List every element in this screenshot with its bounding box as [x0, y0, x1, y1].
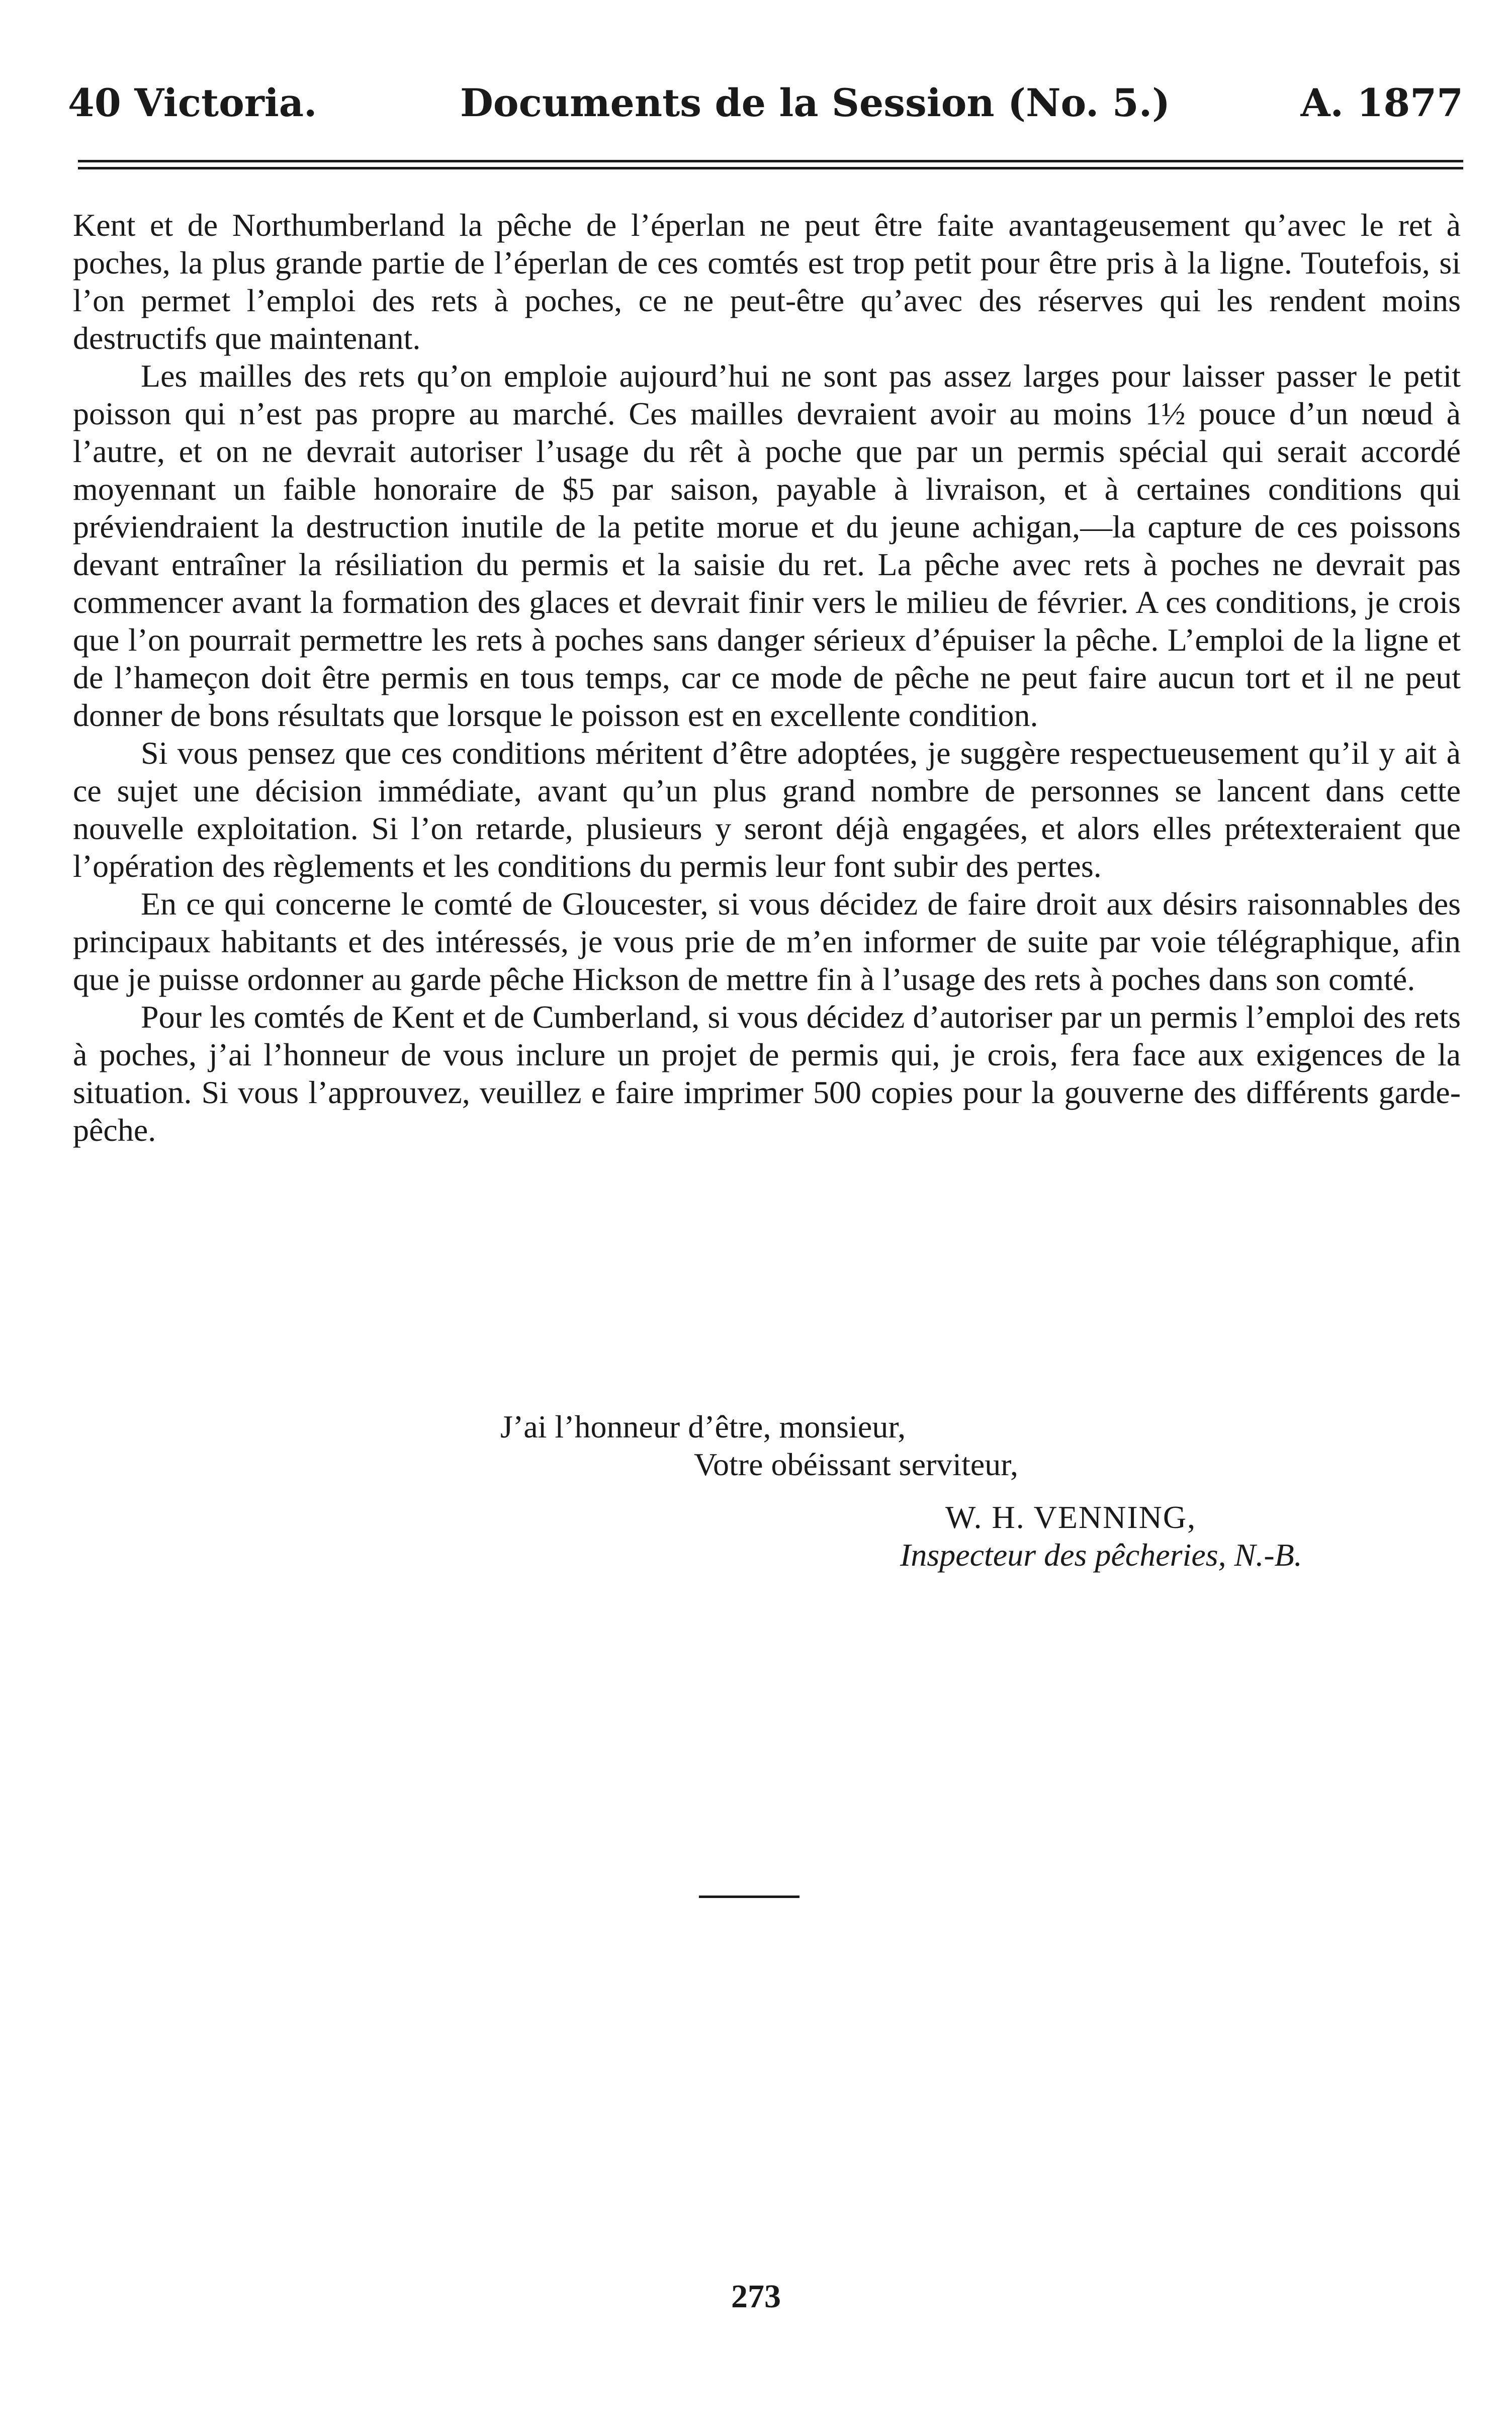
running-header	[68, 75, 1463, 131]
closing-salutation: J’ai l’honneur d’être, monsieur,	[500, 1409, 906, 1445]
paragraph-kent-cumberland: Pour les comtés de Kent et de Cumberland, si vous décidez d’autoriser par un permis l’emploi des rets à poches, j’ai l’honneur de vous inclure un projet de permis qui, je crois, fera face aux exigences de la situation. Si vous l’approuvez, veuillez e faire imprimer 500 copies pour la gouverne des différents garde-pêche.	[73, 999, 1461, 1148]
letter-body	[73, 206, 1461, 1149]
header-year: A. 1877	[1300, 80, 1463, 125]
paragraph-continuation: Kent et de Northumberland la pêche de l’éperlan ne peut être faite avantageusement qu’avec le ret à poches, la plus grande partie de l’éperlan de ces comtés est trop petit pour être pris à la ligne. Toutefois, si l’on permet l’emploi des rets à poches, ce ne peut-être qu’avec des réserves qui les rendent moins destructifs que maintenant.	[73, 207, 1461, 356]
paragraph-conditions: Si vous pensez que ces conditions méritent d’être adoptées, je suggère respectueusement qu’il y ait à ce sujet une décision immédiate, avant qu’un plus grand nombre de personnes se lancent dans cette nouvelle exploitation. Si l’on retarde, plusieurs y seront déjà engagées, et alors elles prétexteraient que l’opération des règlements et les conditions du permis leur font subir des pertes.	[73, 735, 1461, 884]
signature-name: W. H. VENNING,	[945, 1499, 1197, 1535]
header-volume: 40 Victoria.	[68, 80, 317, 125]
signature-title: Inspecteur des pêcheries, N.-B.	[900, 1537, 1302, 1573]
paragraph-mesh-size: Les mailles des rets qu’on emploie aujourd’hui ne sont pas assez larges pour laisser passer le petit poisson qui n’est pas propre au marché. Ces mailles devraient avoir au moins 1½ pouce d’un nœud à l’autre, et on ne devrait autoriser l’usage du rêt à poche que par un permis spécial qui serait accordé moyennant un faible honoraire de $5 par saison, payable à livraison, et à certaines conditions qui préviendraient la destruction inutile de la petite morue et du jeune achigan,—la capture de ces poissons devant entraîner la résiliation du permis et la saisie du ret. La pêche avec rets à poches ne devrait pas commencer avant la formation des glaces et devrait finir vers le milieu de février. A ces conditions, je crois que l’on pourrait permettre les rets à poches sans danger sérieux d’épuiser la pêche. L’emploi de la ligne et de l’hameçon doit être permis en tous temps, car ce mode de pêche ne peut faire aucun tort et il ne peut donner de bons résultats que lorsque le poisson est en excellente condition.	[73, 358, 1461, 733]
page-number: 273	[731, 2278, 781, 2315]
header-rule-top	[78, 160, 1463, 162]
closing-valediction: Votre obéissant serviteur,	[694, 1447, 1018, 1482]
header-rule-bottom	[78, 167, 1463, 169]
header-title: Documents de la Session (No. 5.)	[460, 80, 1171, 125]
section-divider	[699, 1896, 799, 1898]
paragraph-gloucester: En ce qui concerne le comté de Gloucester, si vous décidez de faire droit aux désirs raisonnables des principaux habitants et des intéressés, je vous prie de m’en informer de suite par voie télégraphique, afin que je puisse ordonner au garde pêche Hickson de mettre fin à l’usage des rets à poches dans son comté.	[73, 886, 1461, 997]
